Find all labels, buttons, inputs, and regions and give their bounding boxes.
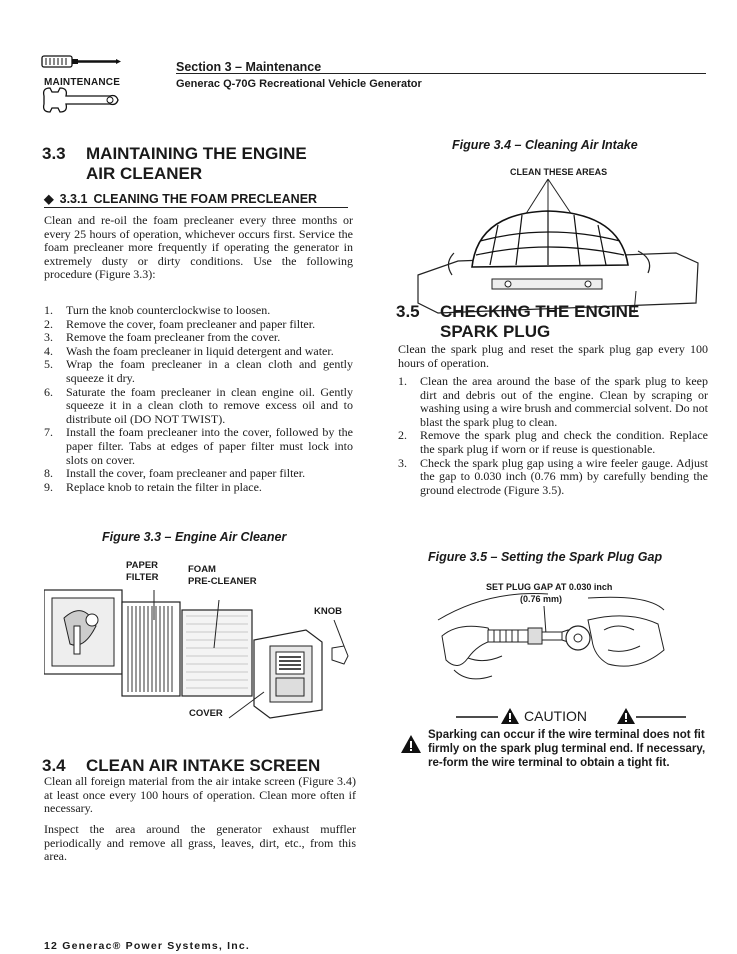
heading-3-3-1-title: CLEANING THE FOAM PRECLEANER: [93, 192, 318, 206]
header-rule: [176, 73, 706, 74]
label-paper: PAPER: [126, 560, 159, 571]
list-text: Replace knob to retain the filter in place.: [66, 479, 262, 494]
spark-plug-illustration: [428, 580, 678, 692]
caution-warning-icon: [500, 707, 520, 725]
list-number: 7.: [44, 425, 53, 440]
heading-3-3-number: 3.3: [42, 144, 66, 163]
list-text: Remove the cover, foam precleaner and paper filter.: [66, 316, 316, 331]
list-text: Saturate the foam precleaner in clean engine oil. Gently squeeze it in a clean cloth to remove excess oil and to distribute oil (DO NOT TWIST).: [66, 384, 353, 426]
list-item: [398, 429, 708, 456]
heading-3-3-line2: AIR CLEANER: [86, 164, 203, 183]
list-item: [44, 318, 353, 332]
list-number: 6.: [44, 384, 53, 399]
figure-3-5-spark-plug-gap: [428, 580, 678, 692]
list-number: 3.: [44, 330, 53, 345]
figure-3-4-caption: Figure 3.4 – Cleaning Air Intake: [452, 138, 638, 152]
list-item: [44, 481, 353, 495]
heading-rule: [44, 207, 348, 208]
list-text: Turn the knob counterclockwise to loosen.: [66, 303, 271, 317]
label-pre-cleaner: PRE-CLEANER: [188, 576, 257, 587]
caution-header: [456, 704, 696, 730]
figure-3-5-caption: Figure 3.5 – Setting the Spark Plug Gap: [428, 550, 663, 564]
paragraph-precleaner-intro: Clean and re-oil the foam precleaner every three months or every 25 hours of operation, whichever occurs first. Service the foam precleaner more frequently if operating the generator in extremely dusty or dirty conditions. Use the following procedure (Figure 3.3):: [44, 213, 353, 282]
diamond-bullet-icon: ◆: [44, 192, 54, 206]
list-number: 1.: [44, 303, 53, 317]
caution-text: Sparking can occur if the wire terminal does not fit firmly on the spark plug terminal end. If necessary, re-form the wire terminal to obtain a tight fit.: [428, 729, 706, 769]
heading-3-5: [396, 302, 696, 342]
heading-3-5-line1: CHECKING THE ENGINE: [440, 302, 640, 321]
label-gap-mm: (0.76 mm): [520, 594, 563, 604]
list-text: Remove the spark plug and check the condition. Replace the spark plug if worn or if reuse is questionable.: [420, 428, 708, 456]
label-foam: FOAM: [188, 564, 216, 575]
label-filter: FILTER: [126, 572, 159, 583]
heading-3-3-1-number: 3.3.1: [59, 192, 88, 206]
list-item: [44, 386, 353, 427]
figure-3-4-air-intake: [398, 163, 710, 315]
figure-3-3-caption: Figure 3.3 – Engine Air Cleaner: [102, 530, 287, 544]
label-cover: COVER: [189, 708, 223, 719]
list-item: [398, 375, 708, 429]
list-number: 5.: [44, 357, 53, 372]
list-number: 8.: [44, 466, 53, 481]
list-text: Check the spark plug gap using a wire feeler gauge. Adjust the gap to 0.030 inch (0.76 mm) by carefully bending the ground electrode (Figure 3.5).: [420, 455, 708, 497]
list-number: 4.: [44, 343, 53, 358]
list-item: [44, 345, 353, 359]
list-text: Install the foam precleaner into the cover, followed by the paper filter. Tabs at edges of paper filter must lock into slots on cover.: [66, 425, 353, 467]
list-text: Install the cover, foam precleaner and paper filter.: [66, 466, 306, 481]
list-text: Remove the foam precleaner from the cover.: [66, 330, 281, 345]
list-item: [44, 331, 353, 345]
paragraph-spark-plug-intro: Clean the spark plug and reset the spark plug gap every 100 hours of operation.: [398, 342, 708, 370]
label-set-gap: SET PLUG GAP AT 0.030 inch: [486, 582, 613, 592]
list-number: 1.: [398, 374, 407, 388]
list-number: 9.: [44, 479, 53, 494]
warning-triangle-icon: [400, 734, 422, 754]
document-title: Generac Q-70G Recreational Vehicle Generator: [176, 78, 422, 90]
maintenance-icon-label: MAINTENANCE: [44, 77, 121, 88]
list-text: Wrap the foam precleaner in a clean cloth and gently squeeze it dry.: [66, 357, 353, 385]
page-footer: 12 Generac® Power Systems, Inc.: [44, 940, 251, 952]
list-number: 3.: [398, 455, 407, 470]
heading-3-4-number: 3.4: [42, 756, 66, 775]
caution-title: CAUTION: [524, 708, 587, 724]
list-text: Wash the foam precleaner in liquid detergent and water.: [66, 343, 334, 358]
heading-3-3-1: [44, 191, 344, 206]
list-item: [44, 358, 353, 385]
heading-3-5-line2: SPARK PLUG: [440, 322, 551, 341]
list-item: [44, 426, 353, 467]
figure-3-3-air-cleaner: [44, 560, 360, 728]
heading-3-3: [42, 144, 342, 184]
list-item: [44, 304, 353, 318]
heading-3-4-title: CLEAN AIR INTAKE SCREEN: [86, 756, 321, 775]
heading-3-4: [42, 756, 342, 776]
label-clean-these-areas: CLEAN THESE AREAS: [510, 167, 608, 177]
caution-warning-icon-right: [616, 707, 636, 725]
list-item: [398, 457, 708, 498]
spark-plug-steps-list: [398, 375, 708, 497]
list-number: 2.: [398, 428, 407, 443]
list-text: Clean the area around the base of the spark plug to keep dirt and debris out of the engine. Clean by scraping or washing using a wire brush and commercial solvent. Do not blast the spark plug to clean.: [420, 374, 708, 429]
heading-3-3-line1: MAINTAINING THE ENGINE: [86, 144, 307, 163]
label-knob: KNOB: [314, 606, 342, 617]
section-title: Section 3 – Maintenance: [176, 60, 322, 74]
air-intake-illustration: [398, 163, 710, 315]
paragraph-intake-screen: Clean all foreign material from the air intake screen (Figure 3.4) at least once every 100 hours of operation. Clean more often if necessary.: [44, 774, 356, 816]
heading-3-5-number: 3.5: [396, 302, 420, 321]
list-item: [44, 467, 353, 481]
precleaner-steps-list: [44, 304, 353, 494]
list-number: 2.: [44, 316, 53, 331]
paragraph-muffler: Inspect the area around the generator exhaust muffler periodically and remove all grass, leaves, dirt, etc., from this area.: [44, 822, 356, 864]
